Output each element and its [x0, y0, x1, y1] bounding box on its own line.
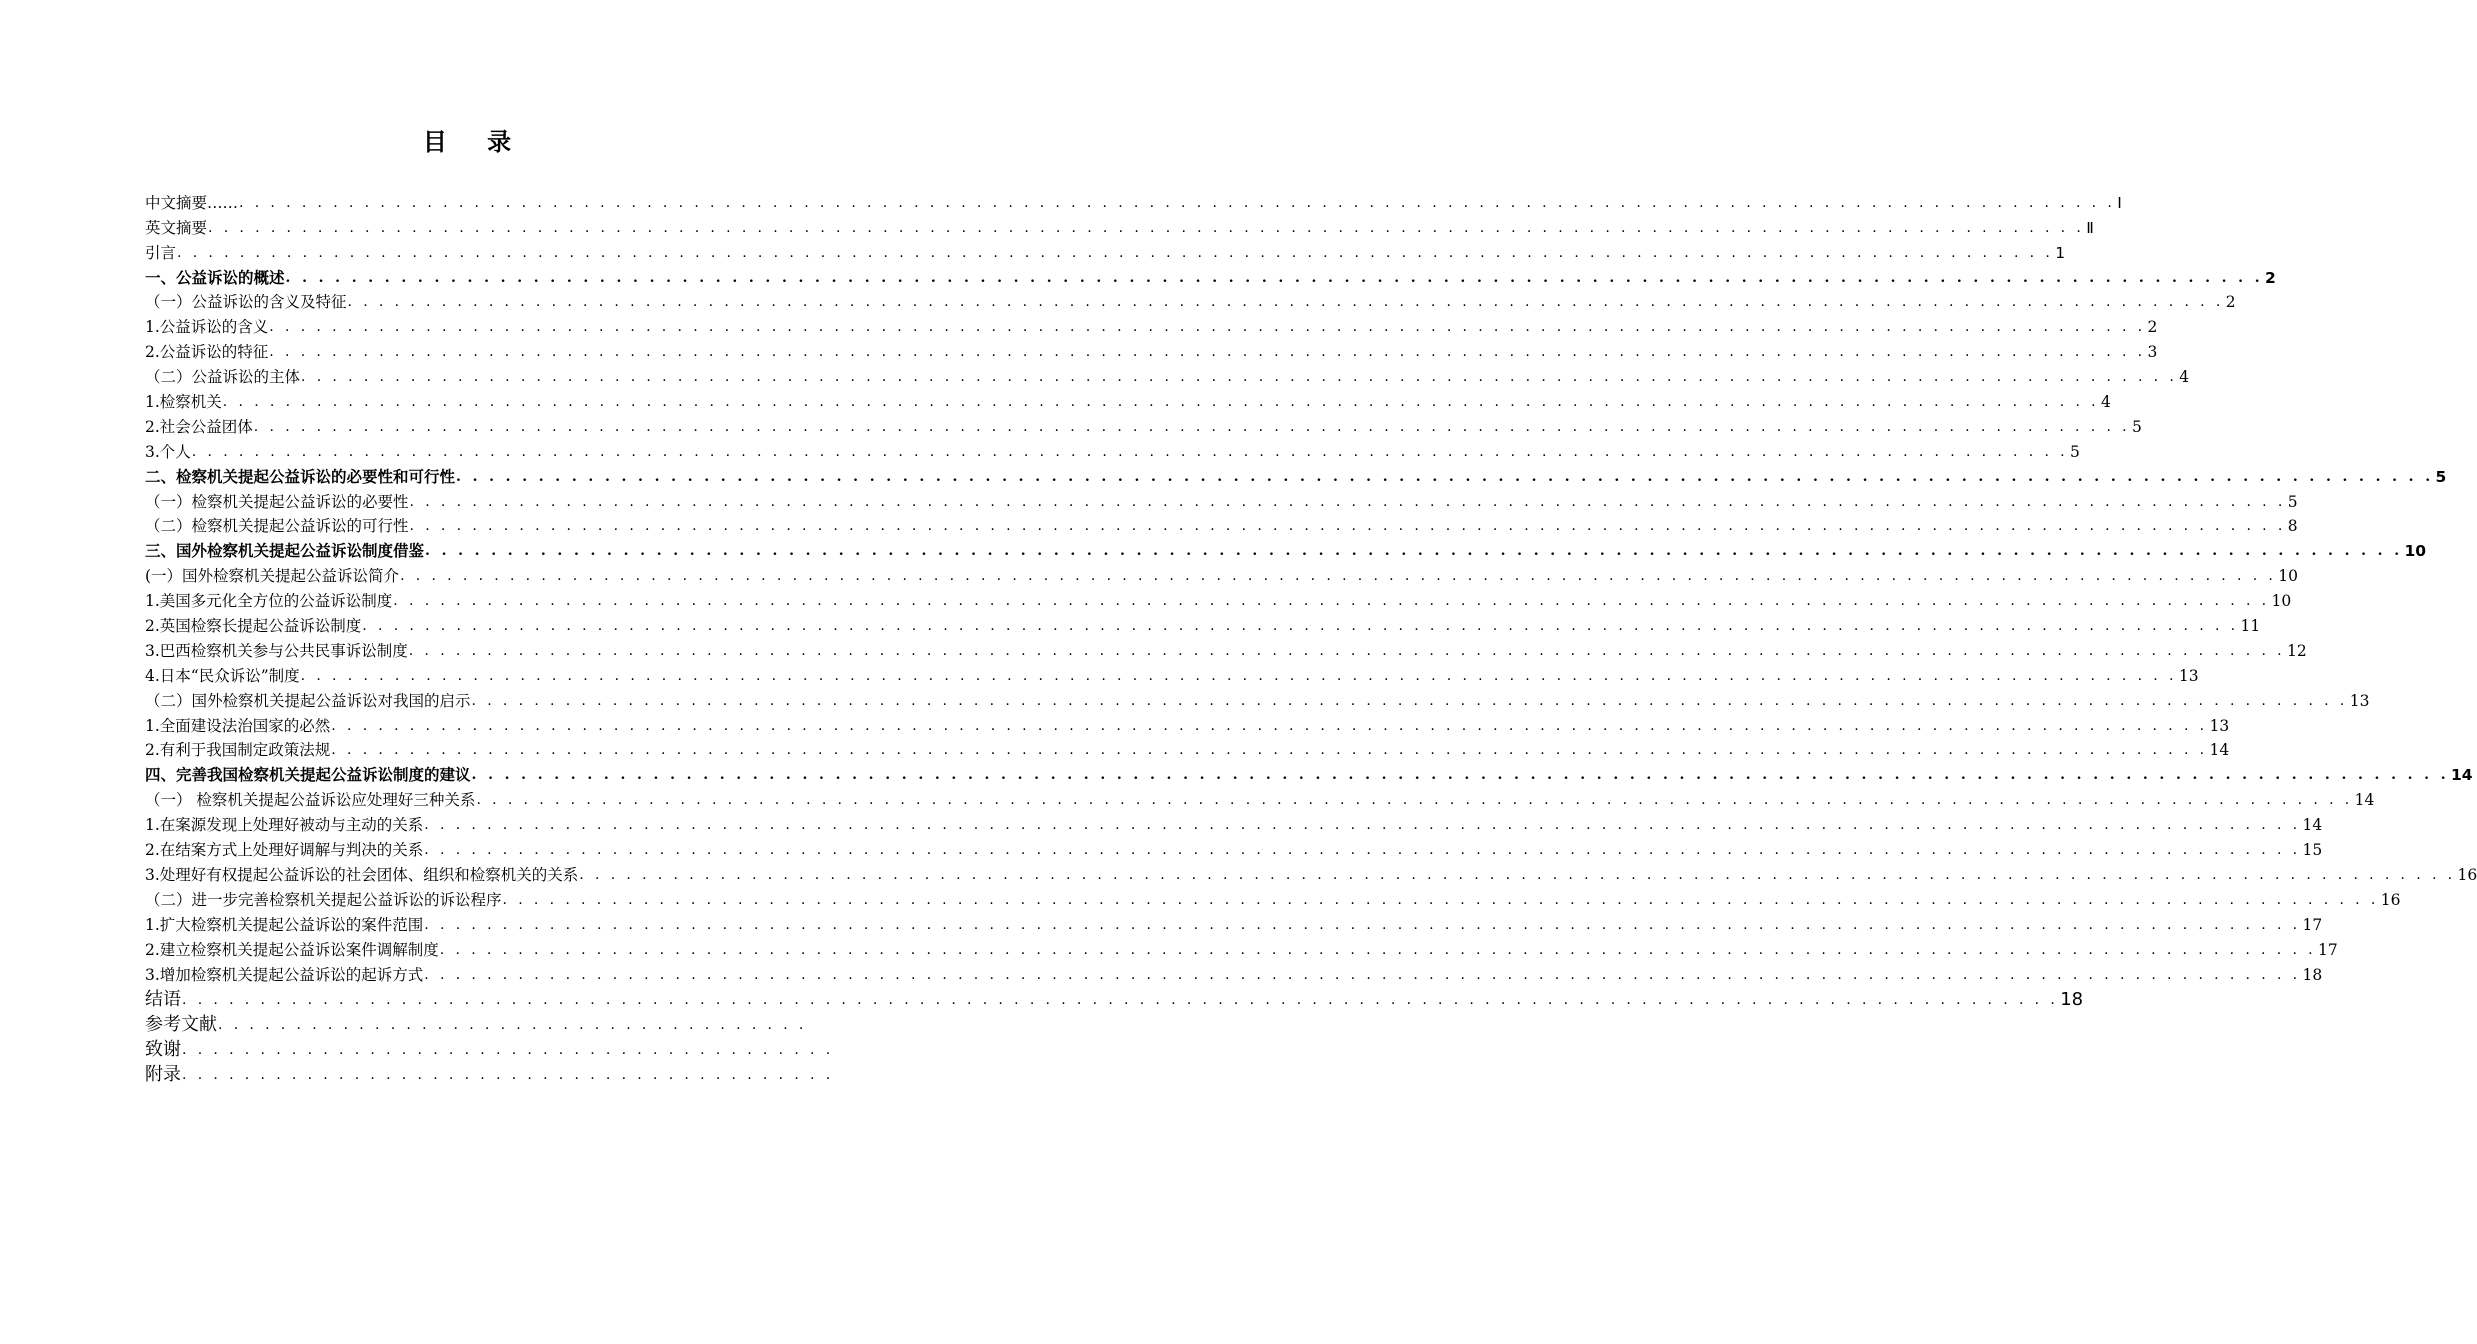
toc-entry-page-number: 16 — [2380, 890, 2401, 909]
toc-entry[interactable] — [145, 238, 2066, 263]
toc-entry-label: 1.公益诉讼的含义 — [145, 318, 269, 337]
toc-entry-label: 2.在结案方式上处理好调解与判决的关系 — [145, 841, 424, 860]
toc-entry[interactable] — [145, 860, 2477, 885]
toc-leader-dots: . . . . . . . . . . . . . . . . . . . . . . . . . . . . . . . . . . . . . . . . . . . . . . . . . . . . . . . . . . . . . . . . . . . . . . . . . . . . . . . . . . . . . . . . . . . . . . . . . . . . . . . . . . . . . . . . . . . . . . . . — [177, 244, 2054, 261]
toc-entry[interactable] — [145, 512, 2298, 537]
toc-entry-page-number: 14 — [2354, 791, 2375, 810]
toc-entry-page-number: 5 — [2070, 442, 2080, 461]
toc-entry[interactable] — [145, 835, 2323, 860]
toc-entry[interactable] — [145, 437, 2080, 462]
toc-entry-label: 1.检察机关 — [145, 393, 222, 412]
toc-entry-page-number: 2 — [2147, 318, 2158, 337]
toc-leader-dots: . . . . . . . . . . . . . . . . . . . . . . . . . . . . . . . . . . . . . . . . . . . . . . . . . . . . . . . . . . . . . . . . . . . . . . . . . . . . . . . . . . . . . . . . . . . . . . . . . . . . . . . . . . . . . . . . . . . . . . . . — [476, 792, 2353, 809]
toc-entry-label: 1.在案源发现上处理好被动与主动的关系 — [145, 816, 424, 835]
toc-leader-dots: . . . . . . . . . . . . . . . . . . . . . . . . . . . . . . . . . . . . . . . . . . . . . . . . . . . . . . . . . . . . . . . . . . . . . . . . . . . . . . . . . . . . . . . . . . . . . . . . . . . . . . . . . . . . . . . . . . . . . . . . — [300, 667, 2177, 684]
toc-entry-page-number: 12 — [2287, 641, 2307, 660]
toc-entry[interactable] — [145, 636, 2307, 661]
toc-leader-dots: . . . . . . . . . . . . . . . . . . . . . . . . . . . . . . . . . . . . . . . . . . — [182, 1041, 834, 1058]
toc-entry-page-number: 2 — [2225, 293, 2236, 312]
toc-entry-label: 参考文献 — [145, 1013, 217, 1035]
toc-leader-dots: . . . . . . . . . . . . . . . . . . . . . . . . . . . . . . . . . . . . . . . . . . . . . . . . . . . . . . . . . . . . . . . . . . . . . . . . . . . . . . . . . . . . . . . . . . . . . . . . . . . . . . . . . . . . . . . . . . . . . . . . — [471, 767, 2450, 784]
toc-entry[interactable] — [145, 487, 2298, 512]
toc-leader-dots: . . . . . . . . . . . . . . . . . . . . . . . . . . . . . . . . . . . . . . . . . . . . . . . . . . . . . . . . . . . . . . . . . . . . . . . . . . . . . . . . . . . . . . . . . . . . . . . . . . . . . . . . . . . . . . . . . . . . . . . . — [239, 194, 2116, 211]
toc-entry[interactable] — [145, 586, 2292, 611]
toc-entry-page-number: 2 — [2265, 268, 2276, 287]
toc-leader-dots: . . . . . . . . . . . . . . . . . . . . . . . . . . . . . . . . . . . . . . . . . . . . . . . . . . . . . . . . . . . . . . . . . . . . . . . . . . . . . . . . . . . . . . . . . . . . . . . . . . . . . . . . . . . . . . . . . . . . . . . . — [208, 219, 2085, 236]
toc-entry[interactable] — [145, 312, 2158, 337]
toc-entry-label: 引言 — [145, 243, 177, 262]
toc-entry[interactable] — [145, 337, 2158, 362]
toc-entry-page-number: 8 — [2287, 517, 2298, 536]
toc-entry-page-number: 5 — [2132, 417, 2142, 436]
toc-leader-dots: . . . . . . . . . . . . . . . . . . . . . . . . . . . . . . . . . . . . . . . . . . . . . . . . . . . . . . . . . . . . . . . . . . . . . . . . . . . . . . . . . . . . . . . . . . . . . . . . . . . . . . . . . . . . . . . . . . . . . . . . — [424, 966, 2301, 983]
toc-leader-dots: . . . . . . . . . . . . . . . . . . . . . . . . . . . . . . . . . . . . . . . . . . . . . . . . . . . . . . . . . . . . . . . . . . . . . . . . . . . . . . . . . . . . . . . . . . . . . . . . . . . . . . . . . . . . . . . . . . . . . . . . — [393, 593, 2270, 610]
toc-leader-dots: . . . . . . . . . . . . . . . . . . . . . . . . . . . . . . . . . . . . . . . . . . . . . . . . . . . . . . . . . . . . . . . . . . . . . . . . . . . . . . . . . . . . . . . . . . . . . . . . . . . . . . . . . . . . . . . . . . . . . . . . — [347, 294, 2224, 311]
toc-entry-label: 英文摘要 — [145, 218, 208, 237]
toc-leader-dots: . . . . . . . . . . . . . . . . . . . . . . . . . . . . . . . . . . . . . . . . . . . . . . . . . . . . . . . . . . . . . . . . . . . . . . . . . . . . . . . . . . . . . . . . . . . . . . . . . . . . . . . . . . . . . . . . . . . . . . . . — [222, 394, 2099, 411]
toc-entry-page-number: 18 — [2302, 965, 2323, 984]
table-of-contents — [145, 188, 2477, 1085]
toc-entry-page-number: 3 — [2147, 343, 2158, 362]
toc-entry[interactable] — [145, 288, 2236, 313]
toc-entry-label: 中文摘要…… — [145, 193, 239, 212]
toc-leader-dots: . . . . . . . . . . . . . . . . . . . . . . . . . . . . . . . . . . . . . . . . . . . . . . . . . . . . . . . . . . . . . . . . . . . . . . . . . . . . . . . . . . . . . . . . . . . . . . . . . . . . . . . . . . . . . . . . . . . . . . . . — [191, 443, 2068, 460]
toc-entry[interactable] — [145, 711, 2230, 736]
toc-entry[interactable] — [145, 1060, 834, 1085]
toc-leader-dots: . . . . . . . . . . . . . . . . . . . . . . . . . . . . . . . . . . . . . . . . . . . . . . . . . . . . . . . . . . . . . . . . . . . . . . . . . . . . . . . . . . . . . . . . . . . . . . . . . . . . . . . . . . . . . . . . . . . . . . . . — [579, 866, 2456, 883]
toc-entry[interactable] — [145, 536, 2427, 561]
toc-entry-label: （二）国外检察机关提起公益诉讼对我国的启示 — [145, 691, 471, 710]
toc-entry-page-number: 13 — [2349, 691, 2370, 710]
toc-entry-page-number: 13 — [2209, 716, 2230, 735]
toc-entry[interactable] — [145, 412, 2142, 437]
toc-entry-page-number: 14 — [2451, 766, 2473, 785]
toc-entry[interactable] — [145, 760, 2473, 785]
toc-entry-page-number: 18 — [2060, 988, 2084, 1010]
toc-entry[interactable] — [145, 1035, 834, 1060]
toc-leader-dots: . . . . . . . . . . . . . . . . . . . . . . . . . . . . . . . . . . . . . . . . . . . . . . . . . . . . . . . . . . . . . . . . . . . . . . . . . . . . . . . . . . . . . . . . . . . . . . . . . . . . . . . . . . . . . . . . . . . . . . . . — [400, 568, 2277, 585]
toc-leader-dots: . . . . . . . . . . . . . . . . . . . . . . . . . . . . . . . . . . . . . . . . . . . . . . . . . . . . . . . . . . . . . . . . . . . . . . . . . . . . . . . . . . . . . . . . . . . . . . . . . . . . . . . . . . . . . . . . . . . . . . . . — [285, 269, 2264, 286]
toc-entry-page-number: 5 — [2287, 492, 2298, 511]
toc-entry-label: 三、国外检察机关提起公益诉讼制度借鉴 — [145, 542, 425, 561]
toc-entry-label: 2.英国检察长提起公益诉讼制度 — [145, 617, 362, 636]
toc-entry-label: (一）国外检察机关提起公益诉讼简介 — [145, 567, 400, 586]
toc-entry-page-number: 5 — [2435, 467, 2447, 486]
toc-entry[interactable] — [145, 611, 2261, 636]
toc-entry-page-number: 10 — [2404, 542, 2427, 561]
toc-entry-page-number: 14 — [2209, 741, 2230, 760]
toc-entry[interactable] — [145, 736, 2230, 761]
toc-entry-label: （二）检察机关提起公益诉讼的可行性 — [145, 517, 409, 536]
toc-entry-label: 一、公益诉讼的概述 — [145, 268, 285, 287]
toc-leader-dots: . . . . . . . . . . . . . . . . . . . . . . . . . . . . . . . . . . . . . . . . . . . . . . . . . . . . . . . . . . . . . . . . . . . . . . . . . . . . . . . . . . . . . . . . . . . . . . . . . . . . . . . . . . . . . . . . . . . . . . . . — [253, 418, 2130, 435]
toc-leader-dots: . . . . . . . . . . . . . . . . . . . . . . . . . . . . . . . . . . . . . . . . . . . . . . . . . . . . . . . . . . . . . . . . . . . . . . . . . . . . . . . . . . . . . . . . . . . . . . . . . . . . . . . . . . . . . . . . . . . . . . . . — [408, 642, 2285, 659]
toc-entry-label: 2.公益诉讼的特征 — [145, 343, 269, 362]
toc-leader-dots: . . . . . . . . . . . . . . . . . . . . . . . . . . . . . . . . . . . . . . . . . . . . . . . . . . . . . . . . . . . . . . . . . . . . . . . . . . . . . . . . . . . . . . . . . . . . . . . . . . . . . . . . . . . . . . . . . . . . . . . . — [409, 518, 2286, 535]
toc-entry[interactable] — [145, 810, 2323, 835]
toc-entry-label: 3.增加检察机关提起公益诉讼的起诉方式 — [145, 965, 424, 984]
toc-entry-label: （二）公益诉讼的主体 — [145, 368, 301, 387]
toc-entry-page-number: 11 — [2240, 617, 2261, 636]
toc-leader-dots: . . . . . . . . . . . . . . . . . . . . . . . . . . . . . . . . . . . . . . . . . . . . . . . . . . . . . . . . . . . . . . . . . . . . . . . . . . . . . . . . . . . . . . . . . . . . . . . . . . . . . . . . . . . . . . . . . . . . . . . . — [439, 941, 2316, 958]
toc-leader-dots: . . . . . . . . . . . . . . . . . . . . . . . . . . . . . . . . . . . . . . . . . . . . . . . . . . . . . . . . . . . . . . . . . . . . . . . . . . . . . . . . . . . . . . . . . . . . . . . . . . . . . . . . . . . . . . . . . . . . . . . . — [424, 916, 2301, 933]
toc-leader-dots: . . . . . . . . . . . . . . . . . . . . . . . . . . . . . . . . . . . . . . . . . . . . . . . . . . . . . . . . . . . . . . . . . . . . . . . . . . . . . . . . . . . . . . . . . . . . . . . . . . . . . . . . . . . . . . . . . . . . . . . . — [182, 991, 2059, 1008]
toc-leader-dots: . . . . . . . . . . . . . . . . . . . . . . . . . . . . . . . . . . . . . . . . . . . . . . . . . . . . . . . . . . . . . . . . . . . . . . . . . . . . . . . . . . . . . . . . . . . . . . . . . . . . . . . . . . . . . . . . . . . . . . . . — [424, 817, 2301, 834]
toc-entry-page-number: 17 — [2302, 915, 2323, 934]
toc-entry-page-number: 15 — [2302, 841, 2323, 860]
toc-leader-dots: . . . . . . . . . . . . . . . . . . . . . . . . . . . . . . . . . . . . . . — [218, 1016, 807, 1033]
toc-leader-dots: . . . . . . . . . . . . . . . . . . . . . . . . . . . . . . . . . . . . . . . . . . . . . . . . . . . . . . . . . . . . . . . . . . . . . . . . . . . . . . . . . . . . . . . . . . . . . . . . . . . . . . . . . . . . . . . . . . . . . . . . — [362, 618, 2239, 635]
toc-entry[interactable] — [145, 686, 2370, 711]
toc-entry-label: （一）公益诉讼的含义及特征 — [145, 293, 347, 312]
toc-entry-label: 致谢 — [145, 1038, 181, 1060]
toc-entry-page-number: 10 — [2278, 567, 2298, 586]
toc-leader-dots: . . . . . . . . . . . . . . . . . . . . . . . . . . . . . . . . . . . . . . . . . . . . . . . . . . . . . . . . . . . . . . . . . . . . . . . . . . . . . . . . . . . . . . . . . . . . . . . . . . . . . . . . . . . . . . . . . . . . . . . . — [269, 344, 2146, 361]
page-title: 目 录 — [422, 128, 528, 156]
toc-entry-label: （一）检察机关提起公益诉讼的必要性 — [145, 492, 409, 511]
toc-entry-page-number: 4 — [2179, 368, 2190, 387]
toc-leader-dots: . . . . . . . . . . . . . . . . . . . . . . . . . . . . . . . . . . . . . . . . . . . . . . . . . . . . . . . . . . . . . . . . . . . . . . . . . . . . . . . . . . . . . . . . . . . . . . . . . . . . . . . . . . . . . . . . . . . . . . . . — [502, 891, 2379, 908]
toc-leader-dots: . . . . . . . . . . . . . . . . . . . . . . . . . . . . . . . . . . . . . . . . . . . . . . . . . . . . . . . . . . . . . . . . . . . . . . . . . . . . . . . . . . . . . . . . . . . . . . . . . . . . . . . . . . . . . . . . . . . . . . . . — [425, 543, 2403, 560]
toc-leader-dots: . . . . . . . . . . . . . . . . . . . . . . . . . . . . . . . . . . . . . . . . . . . . . . . . . . . . . . . . . . . . . . . . . . . . . . . . . . . . . . . . . . . . . . . . . . . . . . . . . . . . . . . . . . . . . . . . . . . . . . . . — [301, 369, 2178, 386]
toc-entry-label: 二、检察机关提起公益诉讼的必要性和可行性 — [145, 467, 456, 486]
toc-entry-page-number: Ⅱ — [2086, 218, 2094, 237]
toc-leader-dots: . . . . . . . . . . . . . . . . . . . . . . . . . . . . . . . . . . . . . . . . . . . . . . . . . . . . . . . . . . . . . . . . . . . . . . . . . . . . . . . . . . . . . . . . . . . . . . . . . . . . . . . . . . . . . . . . . . . . . . . . — [471, 692, 2348, 709]
toc-entry-label: 3.个人 — [145, 442, 191, 461]
toc-entry-label: 附录 — [145, 1063, 181, 1085]
toc-leader-dots: . . . . . . . . . . . . . . . . . . . . . . . . . . . . . . . . . . . . . . . . . . — [182, 1066, 834, 1083]
toc-entry-label: 2.建立检察机关提起公益诉讼案件调解制度 — [145, 940, 439, 959]
toc-leader-dots: . . . . . . . . . . . . . . . . . . . . . . . . . . . . . . . . . . . . . . . . . . . . . . . . . . . . . . . . . . . . . . . . . . . . . . . . . . . . . . . . . . . . . . . . . . . . . . . . . . . . . . . . . . . . . . . . . . . . . . . . — [456, 468, 2434, 485]
toc-entry[interactable] — [145, 188, 2122, 213]
toc-entry-page-number: 16 — [2457, 865, 2477, 884]
toc-entry[interactable] — [145, 661, 2199, 686]
toc-entry-page-number: Ⅰ — [2117, 193, 2122, 212]
toc-entry-label: 1.美国多元化全方位的公益诉讼制度 — [145, 592, 393, 611]
toc-entry-label: 3.巴西检察机关参与公共民事诉讼制度 — [145, 641, 408, 660]
toc-entry[interactable] — [145, 213, 2094, 238]
toc-entry-label: 4.日本“民众诉讼”制度 — [145, 666, 300, 685]
toc-entry-label: 1.扩大检察机关提起公益诉讼的案件范围 — [145, 915, 424, 934]
toc-entry[interactable] — [145, 785, 2375, 810]
toc-entry-page-number: 4 — [2101, 393, 2111, 412]
toc-entry-page-number: 13 — [2178, 666, 2199, 685]
toc-entry[interactable] — [145, 960, 2323, 985]
toc-leader-dots: . . . . . . . . . . . . . . . . . . . . . . . . . . . . . . . . . . . . . . . . . . . . . . . . . . . . . . . . . . . . . . . . . . . . . . . . . . . . . . . . . . . . . . . . . . . . . . . . . . . . . . . . . . . . . . . . . . . . . . . . — [409, 493, 2286, 510]
toc-entry-page-number: 10 — [2271, 592, 2292, 611]
toc-entry-label: （二）进一步完善检察机关提起公益诉讼的诉讼程序 — [145, 890, 502, 909]
toc-leader-dots: . . . . . . . . . . . . . . . . . . . . . . . . . . . . . . . . . . . . . . . . . . . . . . . . . . . . . . . . . . . . . . . . . . . . . . . . . . . . . . . . . . . . . . . . . . . . . . . . . . . . . . . . . . . . . . . . . . . . . . . . — [424, 842, 2301, 859]
toc-entry[interactable] — [145, 263, 2276, 288]
toc-entry-label: 结语 — [145, 988, 181, 1010]
toc-entry[interactable] — [145, 935, 2338, 960]
toc-entry[interactable] — [145, 910, 2323, 935]
toc-entry[interactable] — [145, 561, 2298, 586]
toc-entry[interactable] — [145, 985, 2084, 1010]
toc-entry-label: 2.有利于我国制定政策法规 — [145, 741, 331, 760]
toc-entry-label: 2.社会公益团体 — [145, 417, 253, 436]
toc-entry[interactable] — [145, 362, 2190, 387]
toc-entry-label: 1.全面建设法治国家的必然 — [145, 716, 331, 735]
toc-entry-label: （一） 检察机关提起公益诉讼应处理好三种关系 — [145, 791, 476, 810]
toc-entry-label: 四、完善我国检察机关提起公益诉讼制度的建议 — [145, 766, 471, 785]
toc-entry-page-number: 1 — [2055, 243, 2066, 262]
toc-entry[interactable] — [145, 1010, 805, 1035]
toc-leader-dots: . . . . . . . . . . . . . . . . . . . . . . . . . . . . . . . . . . . . . . . . . . . . . . . . . . . . . . . . . . . . . . . . . . . . . . . . . . . . . . . . . . . . . . . . . . . . . . . . . . . . . . . . . . . . . . . . . . . . . . . . — [331, 717, 2208, 734]
toc-entry[interactable] — [145, 885, 2401, 910]
toc-entry[interactable] — [145, 387, 2111, 412]
toc-entry[interactable] — [145, 462, 2447, 487]
toc-entry-page-number: 14 — [2302, 816, 2323, 835]
toc-leader-dots: . . . . . . . . . . . . . . . . . . . . . . . . . . . . . . . . . . . . . . . . . . . . . . . . . . . . . . . . . . . . . . . . . . . . . . . . . . . . . . . . . . . . . . . . . . . . . . . . . . . . . . . . . . . . . . . . . . . . . . . . — [331, 742, 2208, 759]
toc-leader-dots: . . . . . . . . . . . . . . . . . . . . . . . . . . . . . . . . . . . . . . . . . . . . . . . . . . . . . . . . . . . . . . . . . . . . . . . . . . . . . . . . . . . . . . . . . . . . . . . . . . . . . . . . . . . . . . . . . . . . . . . . — [269, 319, 2146, 336]
toc-entry-label: 3.处理好有权提起公益诉讼的社会团体、组织和检察机关的关系 — [145, 865, 579, 884]
toc-entry-page-number: 17 — [2318, 940, 2338, 959]
